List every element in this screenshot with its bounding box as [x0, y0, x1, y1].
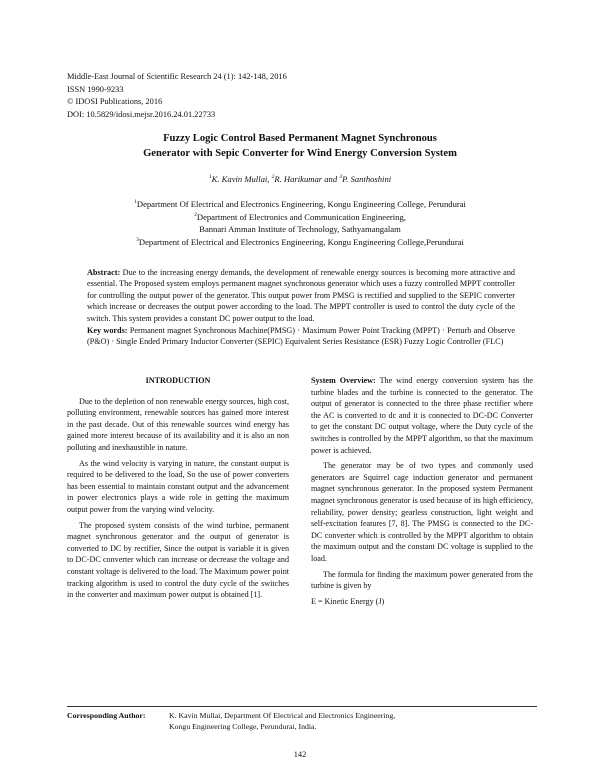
affiliation-2-text: Department of Electronics and Communication Engineering, [196, 211, 406, 222]
affiliation-2-cont: Bannari Amman Institute of Technology, Sathyamangalam [199, 224, 401, 234]
title-line-2: Generator with Sepic Converter for Wind Energy Conversion System [143, 148, 457, 160]
author-2-sup: 2 [271, 174, 275, 181]
system-overview-paragraph-2: The generator may be of two types and commonly used generators are Squirrel cage induction generator and permanent magnet synchronous generator. In the proposed system Permanent magnet synchronous generator is used because of its high efficiency, reliability, power density; gearless construction, light weight and self-excitation features [7, 8]. The PMSG is connected to the DC-DC converter which is controlled by the MPPT algorithm to obtain the maximum output and the constant DC voltage is supplied to the load. [311, 461, 533, 563]
corresponding-author-footnote [67, 710, 395, 732]
issn: ISSN 1990-9233 [67, 84, 124, 94]
system-overview-text: The wind energy conversion system has the turbine blades and the turbine is connected to the generator. The output of generator is connected to the three phase rectifier where the AC is converted to dc and it is connected to DC-DC Converter to get the constant DC output voltage, where the Duty cycle of the switches is controlled by the MPPT algorithm, so that the maximum power is achieved. [311, 376, 533, 455]
introduction-heading: INTRODUCTION [145, 376, 211, 385]
abstract-text: Due to the increasing energy demands, the development of renewable energy sources is becoming more attractive and essential. The Proposed system employs permanent magnet synchronous generator which uses a fuzzy controlled MPPT controller for controlling the output power of the generator. This output power from PMSG is rectified and supplied to the SEPIC converter which increase or decreases the output power according to the load. The MPPT controller is used to control the duty cycle of the switch. This system provides a constant DC power output to the load. [87, 268, 516, 323]
author-3-sup: 3 [339, 174, 343, 181]
keywords [87, 325, 515, 348]
journal-citation: Middle-East Journal of Scientific Research 24 (1): 142-148, 2016 [67, 72, 287, 81]
doi: DOI: 10.5829/idosi.mejsr.2016.24.01.22733 [67, 109, 216, 119]
affiliation-1-sup: 1 [134, 199, 137, 206]
keywords-label: Key words: [87, 326, 128, 335]
abstract [87, 267, 515, 324]
footnote-text-1: K. Kavin Mullai, Department Of Electrical and Electronics Engineering, [169, 711, 396, 720]
author-list [60, 174, 540, 184]
equation-kinetic-energy: E = Kinetic Energy (J) [311, 596, 385, 606]
paper-title [60, 131, 540, 162]
affiliations [60, 198, 540, 248]
page-number: 142 [293, 750, 307, 759]
footnote-line-1 [67, 710, 395, 721]
system-overview-paragraph-1 [311, 375, 533, 456]
intro-paragraph-2: As the wind velocity is varying in nature, the constant output is required to be delivered to the load, So the use of power converters has been essential to maintain constant output and the advancement in power electronics plays a wide role in getting the maximum output power from the varying wind velocity. [67, 458, 289, 514]
keywords-text: Permanent magnet Synchronous Machine(PMSG) · Maximum Power Point Tracking (MPPT) · Perturb and Observe (P&O) · Single Ended Primary Inductor Converter (SEPIC) Equivalent Series Resistance (ESR) Fuzzy Logic Controller (FLC) [87, 326, 515, 347]
abstract-label: Abstract: [87, 268, 121, 277]
copyright: © IDOSI Publications, 2016 [67, 97, 163, 107]
affiliation-3-sup: 3 [136, 236, 139, 243]
affiliation-2-sup: 2 [194, 211, 197, 218]
affiliation-3 [60, 236, 540, 249]
intro-paragraph-3: The proposed system consists of the wind turbine, permanent magnet synchronous generator and the output of generator is converted to DC by rectifier, Since the output is variable it is given to DC-DC converter which can increase or decrease the voltage and constant voltage is delivered to the load. The Maximum power point tracking algorithm is used to control the duty cycle of the switches in the converter and maximum power output is obtained [1]. [67, 520, 289, 600]
author-3: P. Santhoshini [342, 174, 392, 184]
system-overview-label: System Overview: [311, 376, 376, 385]
affiliation-1 [60, 198, 540, 211]
title-line-1: Fuzzy Logic Control Based Permanent Magnet Synchronous [163, 133, 437, 144]
system-overview-paragraph-3: The formula for finding the maximum power generated from the turbine is given by [311, 569, 533, 591]
intro-paragraph-1: Due to the depletion of non renewable energy sources, high cost, polluting environment, renewable sources has gained more interest in the past decade. Out of this renewable sources wind energy has gained more interest because of its availability and it is also an non polluting and inexhaustible in nature. [67, 396, 289, 452]
footnote-divider [67, 706, 537, 707]
affiliation-3-text: Department of Electrical and Electronics Engineering, Kongu Engineering College,Perundurai [138, 236, 464, 247]
right-column [311, 375, 533, 611]
affiliation-1-text: Department Of Electrical and Electronics Engineering, Kongu Engineering College, Perundurai [136, 199, 466, 209]
affiliation-2 [60, 211, 540, 224]
author-2: R. Harikumar and [274, 174, 338, 184]
author-1: K. Kavin Mullai, [211, 174, 270, 184]
footnote-label: Corresponding Author: [67, 711, 146, 720]
footnote-text-2: Kongu Engineering College, Perundurai, India. [169, 722, 317, 732]
author-1-sup: 1 [208, 174, 212, 181]
journal-header [67, 71, 287, 121]
left-column [67, 375, 289, 605]
